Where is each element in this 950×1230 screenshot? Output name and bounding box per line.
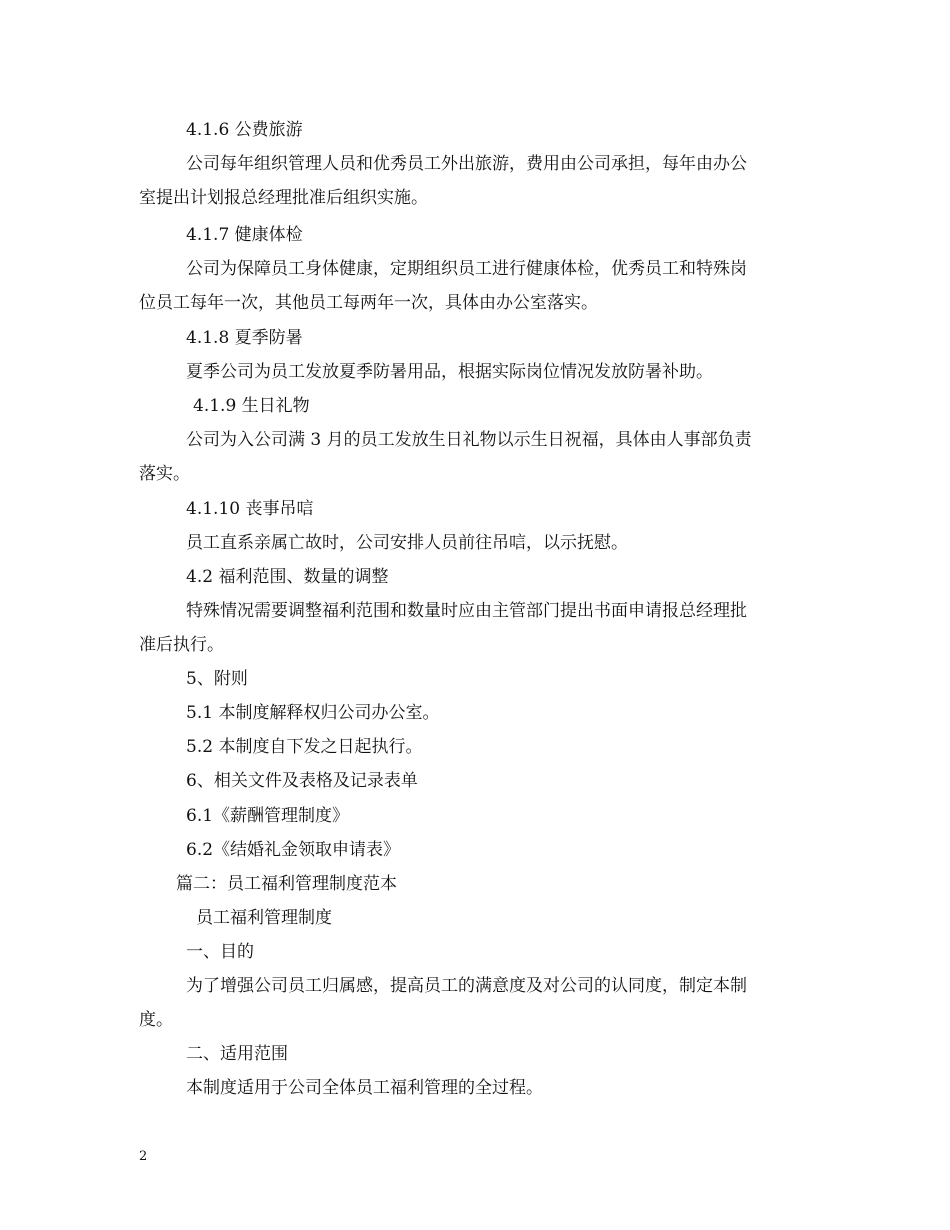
paragraph-line: 6.1《薪酬管理制度》 — [186, 806, 350, 826]
paragraph-line: 6.2《结婚礼金领取申请表》 — [186, 840, 401, 860]
paragraph-line: 员工直系亲属亡故时，公司安排人员前往吊唁，以示抚慰。 — [186, 533, 628, 553]
paragraph-line: 室提出计划报总经理批准后组织实施。 — [139, 188, 428, 208]
paragraph-line: 为了增强公司员工归属感，提高员工的满意度及对公司的认同度，制定本制 — [186, 976, 747, 996]
paragraph-line: 准后执行。 — [139, 635, 224, 655]
paragraph-line: 特殊情况需要调整福利范围和数量时应由主管部门提出书面申请报总经理批 — [186, 601, 747, 621]
heading-4-1-10: 4.1.10 丧事吊唁 — [186, 499, 314, 519]
paragraph-line: 5.2 本制度自下发之日起执行。 — [186, 737, 423, 757]
page-number: 2 — [139, 1149, 148, 1164]
heading-scope: 二、适用范围 — [186, 1044, 288, 1064]
paragraph-line: 夏季公司为员工发放夏季防暑用品，根据实际岗位情况发放防暑补助。 — [186, 362, 713, 382]
paragraph-line: 5.1 本制度解释权归公司办公室。 — [186, 703, 440, 723]
heading-6: 6、相关文件及表格及记录表单 — [186, 771, 418, 791]
paragraph-line: 位员工每年一次，其他员工每两年一次，具体由办公室落实。 — [139, 293, 598, 313]
heading-5: 5、附则 — [186, 669, 248, 689]
paragraph-line: 落实。 — [139, 464, 190, 484]
paragraph-line: 公司每年组织管理人员和优秀员工外出旅游，费用由公司承担，每年由办公 — [186, 154, 747, 174]
section-title-part-two: 篇二：员工福利管理制度范本 — [176, 874, 397, 894]
heading-4-1-8: 4.1.8 夏季防暑 — [186, 328, 303, 348]
heading-4-2: 4.2 福利范围、数量的调整 — [186, 567, 389, 587]
paragraph-line: 本制度适用于公司全体员工福利管理的全过程。 — [186, 1078, 543, 1098]
heading-4-1-9: 4.1.9 生日礼物 — [193, 396, 310, 416]
paragraph-line: 公司为保障员工身体健康，定期组织员工进行健康体检，优秀员工和特殊岗 — [186, 259, 747, 279]
document-title: 员工福利管理制度 — [196, 908, 332, 928]
paragraph-line: 公司为入公司满 3 月的员工发放生日礼物以示生日祝福，具体由人事部负责 — [186, 430, 752, 450]
heading-4-1-7: 4.1.7 健康体检 — [186, 225, 303, 245]
heading-4-1-6: 4.1.6 公费旅游 — [186, 120, 303, 140]
heading-purpose: 一、目的 — [186, 942, 254, 962]
paragraph-line: 度。 — [139, 1010, 173, 1030]
